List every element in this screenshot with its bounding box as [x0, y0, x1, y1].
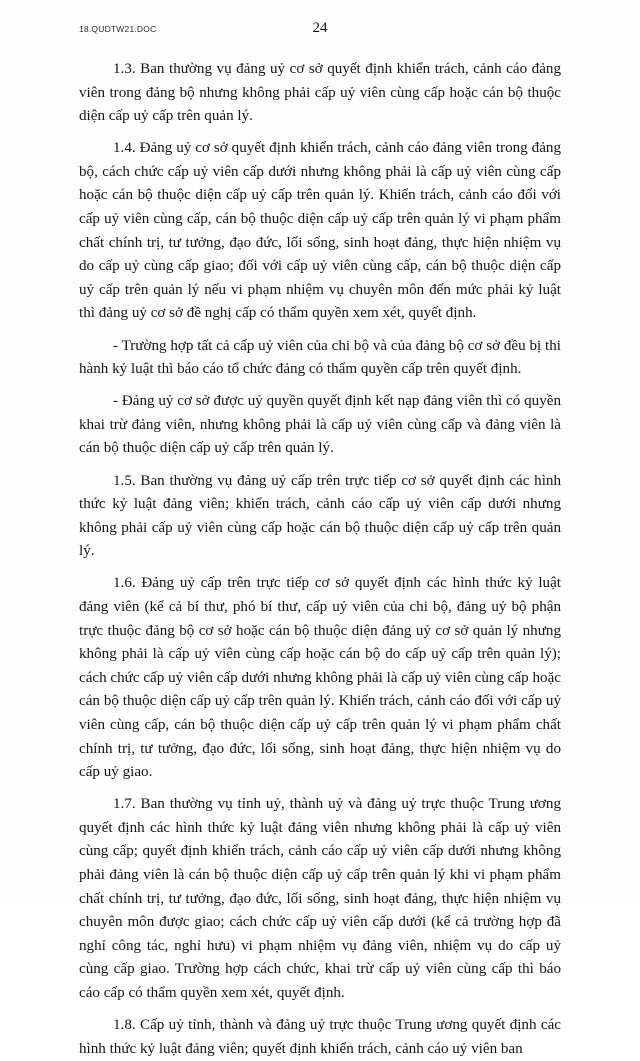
document-code: 18.QUDTW21.DOC — [79, 24, 157, 34]
document-body — [79, 58, 561, 1061]
paragraph-1-7: 1.7. Ban thường vụ tỉnh uỷ, thành uỷ và đảng uỷ trực thuộc Trung ương quyết định các hình thức kỷ luật đảng viên nhưng không phải là cấp uỷ viên cùng cấp; quyết định khiển trách, cảnh cáo cấp uỷ viên cấp dưới nhưng không phải đảng viên là cán bộ thuộc diện cấp uỷ cấp trên quản lý khi vi phạm phẩm chất chính trị, tư tưởng, đạo đức, lối sống, sinh hoạt đảng, thực hiện nhiệm vụ chuyên môn được giao; cách chức cấp uỷ viên cấp dưới (kể cả trường hợp đã nghỉ công tác, nghỉ hưu) vi phạm nhiệm vụ đảng viên, nhiệm vụ do cấp uỷ cùng cấp giao. Trường hợp cách chức, khai trừ cấp uỷ viên cùng cấp thì báo cáo cấp có thẩm quyền xem xét, quyết định. — [79, 796, 561, 1001]
page-header — [0, 20, 640, 44]
paragraph-1-5: 1.5. Ban thường vụ đảng uỷ cấp trên trực tiếp cơ sở quyết định các hình thức kỷ luật đảng viên; khiển trách, cảnh cáo cấp uỷ viên cấp dưới nhưng không phải cấp uỷ viên cùng cấp hoặc cán bộ thuộc diện cấp uỷ cấp trên quản lý. — [79, 472, 561, 560]
paragraph-dash-1: - Trường hợp tất cả cấp uỷ viên của chi bộ và của đảng bộ cơ sở đều bị thi hành kỷ luật thì báo cáo tổ chức đảng có thẩm quyền cấp trên quyết định. — [79, 337, 561, 378]
paragraph-1-6: 1.6. Đảng uỷ cấp trên trực tiếp cơ sở quyết định các hình thức kỷ luật đảng viên (kể cả bí thư, phó bí thư, cấp uỷ viên của chi bộ, đảng uỷ bộ phận trực thuộc đảng bộ cơ sở hoặc cán bộ thuộc diện đảng uỷ cơ sở quản lý nhưng không phải là cấp uỷ viên cùng cấp hoặc cán bộ do cấp uỷ cấp trên quản lý); cách chức cấp uỷ viên cấp dưới nhưng không phải là cấp uỷ viên cùng cấp hoặc cán bộ thuộc diện cấp uỷ cấp trên quản lý. Khiển trách, cảnh cáo đối với cấp uỷ viên cùng cấp, cán bộ thuộc diện cấp uỷ cấp trên quản lý vi phạm phẩm chất chính trị, tư tưởng, đạo đức, lối sống, sinh hoạt đảng, thực hiện nhiệm vụ do cấp uỷ giao. — [79, 575, 561, 781]
paragraph-1-4: 1.4. Đảng uỷ cơ sở quyết định khiển trách, cảnh cáo đảng viên trong đảng bộ, cách chức cấp uỷ viên cấp dưới nhưng không phải là cấp uỷ viên cùng cấp hoặc cán bộ thuộc diện cấp uỷ cấp trên quản lý. Khiển trách, cảnh cáo đối với cấp uỷ viên cùng cấp, cán bộ thuộc diện cấp uỷ cấp trên quản lý vi phạm phẩm chất chính trị, tư tưởng, đạo đức, lối sống, sinh hoạt đảng, thực hiện nhiệm vụ do cấp uỷ cùng cấp giao; đối với cấp uỷ viên cùng cấp, cán bộ thuộc diện cấp uỷ cấp trên quản lý nếu vi phạm nhiệm vụ chuyên môn đến mức phải kỷ luật thì đảng uỷ cơ sở đề nghị cấp có thẩm quyền xem xét, quyết định. — [79, 140, 561, 322]
page-number: 24 — [312, 20, 328, 36]
paragraph-1-8: 1.8. Cấp uỷ tỉnh, thành và đảng uỷ trực thuộc Trung ương quyết định các hình thức kỷ luật đảng viên; quyết định khiển trách, cảnh cáo uỷ viên ban — [79, 1017, 561, 1057]
paragraph-dash-2: - Đảng uỷ cơ sở được uỷ quyền quyết định kết nạp đảng viên thì có quyền khai trừ đảng viên, nhưng không phải là cấp uỷ viên cùng cấp và đảng viên là cán bộ thuộc diện cấp uỷ cấp trên quản lý. — [79, 393, 561, 457]
paragraph-1-3: 1.3. Ban thường vụ đảng uỷ cơ sở quyết định khiển trách, cảnh cáo đảng viên trong đảng bộ nhưng không phải cấp uỷ viên cùng cấp hoặc cán bộ thuộc diện cấp uỷ cấp trên quản lý. — [79, 61, 561, 125]
